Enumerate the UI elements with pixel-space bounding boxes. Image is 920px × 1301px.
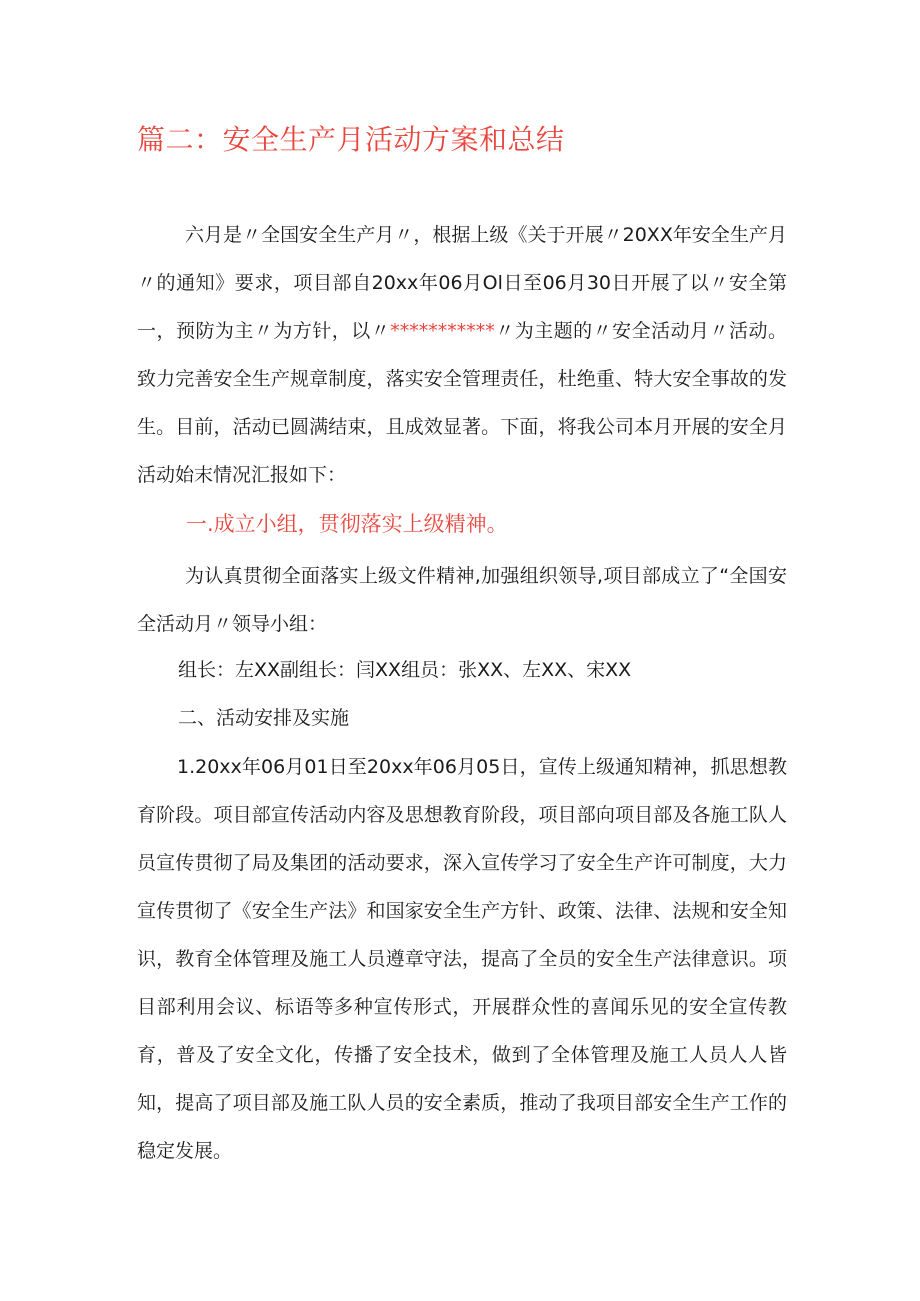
- group-members-line: 组长：左XX副组长：闫XX组员：张XX、左XX、宋XX: [178, 659, 632, 681]
- group-paragraph: 为认真贯彻全面落实上级文件精神,加强组织领导,项目部成立了“全国安全活动月〃领导小组：: [137, 565, 787, 635]
- intro-text-before: 六月是〃全国安全生产月〃，根据上级《关于开展〃20XX年安全生产月〃的通知》要求，项目部自20xx年06月Ol日至06月30日开展了以〃安全第一，预防为主〃为方针，以〃: [137, 224, 787, 342]
- section-heading-1: 一.成立小组，贯彻落实上级精神。: [186, 512, 508, 536]
- section-heading-2: 二、活动安排及实施: [178, 707, 350, 729]
- theme-placeholder-highlight: ***********: [390, 320, 495, 342]
- activity-paragraph: 1.20xx年06月01日至20xx年06月05日，宣传上级通知精神，抓思想教育阶段。项目部宣传活动内容及思想教育阶段，项目部向项目部及各施工队人员宣传贯彻了局及集团的活动要求，深入宣传学习了安全生产许可制度，大力宣传贯彻了《安全生产法》和国家安全生产方针、政策、法律、法规和安全知识，教育全体管理及施工人员遵章守法，提高了全员的安全生产法律意识。项目部利用会议、标语等多种宣传形式，开展群众性的喜闻乐见的安全宣传教育，普及了安全文化，传播了安全技术，做到了全体管理及施工人员人人皆知，提高了项目部及施工队人员的安全素质，推动了我项目部安全生产工作的稳定发展。: [137, 756, 787, 1162]
- intro-text-after: 〃为主题的〃安全活动月〃活动。致力完善安全生产规章制度，落实安全管理责任，杜绝重、特大安全事故的发生。目前，活动已圆满结束，且成效显著。下面，将我公司本月开展的安全月活动始末情况汇报如下：: [137, 320, 787, 486]
- document-title: 篇二：安全生产月活动方案和总结: [137, 123, 565, 156]
- intro-paragraph: [137, 211, 787, 499]
